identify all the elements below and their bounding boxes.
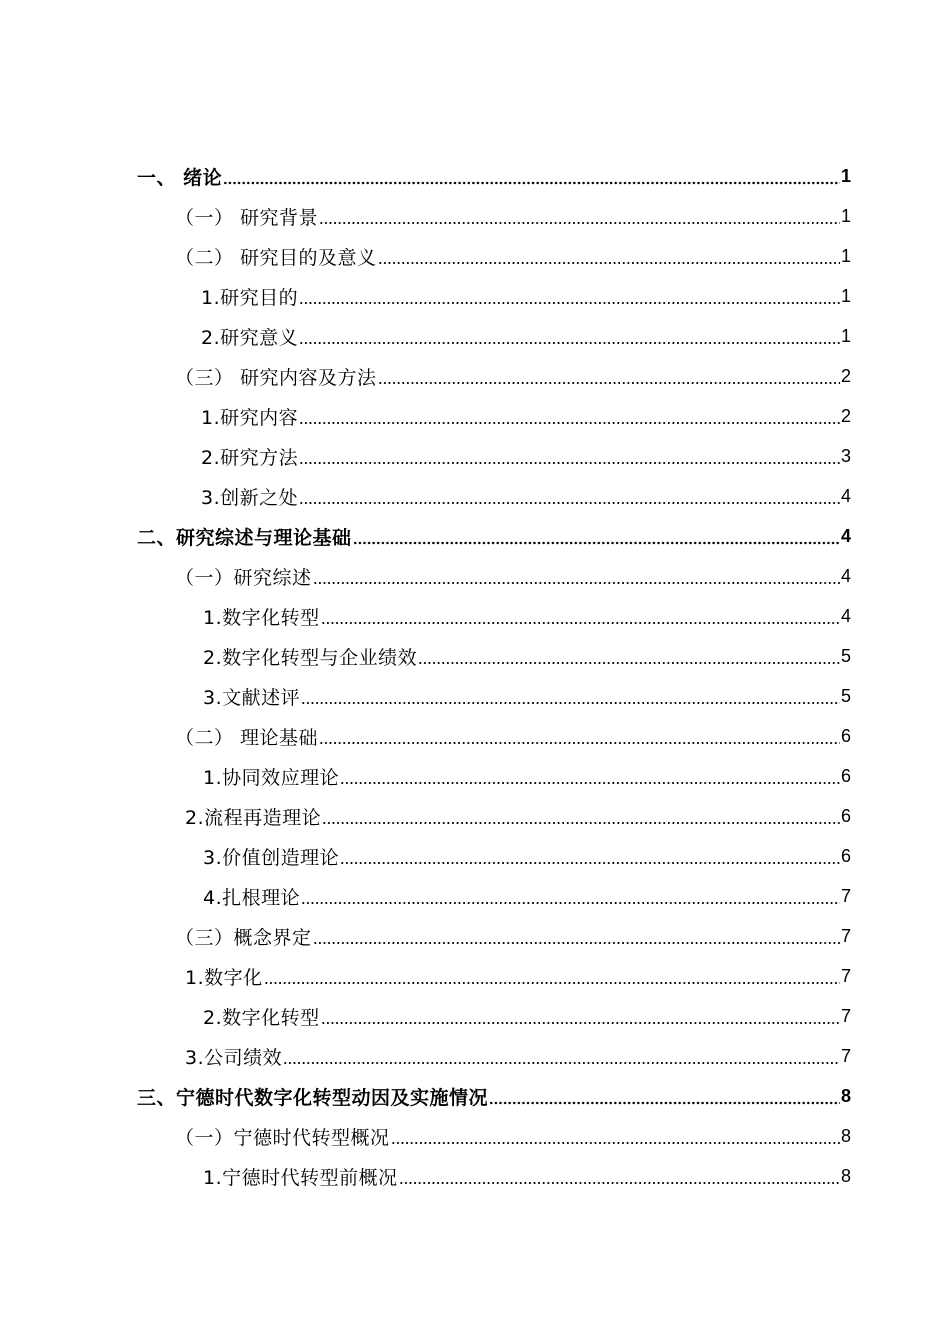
toc-entry-page-number: 1 — [840, 325, 851, 346]
toc-entry[interactable] — [0, 796, 950, 836]
toc-dot-leader — [378, 249, 840, 269]
toc-entry-page-number: 7 — [840, 965, 851, 986]
toc-entry-label: （一）宁德时代转型概况 — [175, 1126, 390, 1149]
toc-entry[interactable] — [0, 716, 950, 756]
toc-entry[interactable] — [0, 196, 950, 236]
toc-entry-label: 2.流程再造理论 — [185, 806, 322, 829]
toc-entry-page-number: 7 — [840, 925, 851, 946]
toc-entry-page-number: 1 — [840, 165, 851, 186]
toc-entry-label: 3.价值创造理论 — [203, 846, 340, 869]
toc-entry[interactable] — [0, 236, 950, 276]
toc-entry-page-number: 7 — [840, 1005, 851, 1026]
toc-entry-page-number: 6 — [840, 725, 851, 746]
toc-entry-label: 二、研究综述与理论基础 — [137, 526, 352, 549]
toc-entry-label: （一）研究综述 — [175, 566, 312, 589]
toc-entry-label: （三） 研究内容及方法 — [175, 366, 377, 389]
toc-entry-page-number: 8 — [840, 1085, 851, 1106]
toc-dot-leader — [322, 809, 840, 829]
toc-entry-label: 3.公司绩效 — [185, 1046, 283, 1069]
toc-dot-leader — [299, 409, 840, 429]
toc-entry-page-number: 8 — [840, 1165, 851, 1186]
toc-entry-label: 一、 绪论 — [137, 166, 223, 189]
toc-entry-page-number: 4 — [840, 565, 851, 586]
toc-dot-leader — [313, 929, 840, 949]
toc-dot-leader — [319, 729, 840, 749]
toc-dot-leader — [283, 1049, 840, 1069]
toc-entry-page-number: 2 — [840, 405, 851, 426]
toc-dot-leader — [299, 329, 840, 349]
toc-entry[interactable] — [0, 916, 950, 956]
toc-entry-label: 1.宁德时代转型前概况 — [203, 1166, 398, 1189]
toc-entry[interactable] — [0, 1076, 950, 1116]
toc-entry[interactable] — [0, 436, 950, 476]
toc-dot-leader — [321, 1009, 840, 1029]
toc-dot-leader — [321, 609, 840, 629]
toc-dot-leader — [299, 489, 840, 509]
toc-entry-page-number: 4 — [840, 485, 851, 506]
toc-entry-label: 1.研究内容 — [201, 406, 299, 429]
toc-entry-page-number: 1 — [840, 285, 851, 306]
toc-entry-page-number: 3 — [840, 445, 851, 466]
toc-entry[interactable] — [0, 276, 950, 316]
toc-entry-page-number: 6 — [840, 845, 851, 866]
toc-entry-label: （一） 研究背景 — [175, 206, 319, 229]
toc-entry-label: 3.创新之处 — [201, 486, 299, 509]
toc-dot-leader — [299, 289, 840, 309]
toc-entry-page-number: 4 — [840, 605, 851, 626]
toc-dot-leader — [301, 889, 840, 909]
toc-entry-page-number: 2 — [840, 365, 851, 386]
toc-entry[interactable] — [0, 156, 950, 196]
toc-dot-leader — [399, 1169, 840, 1189]
toc-entry[interactable] — [0, 556, 950, 596]
toc-entry[interactable] — [0, 636, 950, 676]
toc-entry[interactable] — [0, 1036, 950, 1076]
toc-entry[interactable] — [0, 836, 950, 876]
toc-entry-label: 1.数字化转型 — [203, 606, 320, 629]
toc-dot-leader — [264, 969, 840, 989]
toc-dot-leader — [391, 1129, 840, 1149]
toc-entry-page-number: 7 — [840, 1045, 851, 1066]
toc-dot-leader — [340, 769, 840, 789]
toc-entry-label: 1.协同效应理论 — [203, 766, 340, 789]
toc-entry[interactable] — [0, 996, 950, 1036]
toc-dot-leader — [319, 209, 840, 229]
toc-entry-label: 2.研究方法 — [201, 446, 299, 469]
toc-entry[interactable] — [0, 676, 950, 716]
toc-entry-page-number: 1 — [840, 205, 851, 226]
toc-entry-page-number: 1 — [840, 245, 851, 266]
toc-dot-leader — [340, 849, 840, 869]
table-of-contents — [0, 156, 950, 1196]
toc-dot-leader — [418, 649, 840, 669]
toc-entry-label: 3.文献述评 — [203, 686, 301, 709]
toc-entry-page-number: 6 — [840, 805, 851, 826]
toc-dot-leader — [301, 689, 840, 709]
toc-entry-label: 2.数字化转型 — [203, 1006, 320, 1029]
toc-dot-leader — [223, 169, 840, 189]
toc-entry[interactable] — [0, 756, 950, 796]
toc-entry-label: （二） 研究目的及意义 — [175, 246, 377, 269]
toc-entry-page-number: 5 — [840, 685, 851, 706]
toc-dot-leader — [353, 529, 840, 549]
toc-entry-label: 三、宁德时代数字化转型动因及实施情况 — [137, 1086, 489, 1109]
toc-entry-page-number: 6 — [840, 765, 851, 786]
toc-entry[interactable] — [0, 396, 950, 436]
toc-entry-label: （二） 理论基础 — [175, 726, 319, 749]
toc-entry-label: 4.扎根理论 — [203, 886, 301, 909]
toc-dot-leader — [378, 369, 840, 389]
toc-entry[interactable] — [0, 1116, 950, 1156]
toc-entry[interactable] — [0, 356, 950, 396]
toc-entry[interactable] — [0, 1156, 950, 1196]
toc-entry[interactable] — [0, 316, 950, 356]
toc-entry-label: （三）概念界定 — [175, 926, 312, 949]
toc-entry[interactable] — [0, 476, 950, 516]
toc-entry-page-number: 7 — [840, 885, 851, 906]
toc-entry-label: 2.数字化转型与企业绩效 — [203, 646, 418, 669]
toc-entry[interactable] — [0, 956, 950, 996]
toc-entry-label: 2.研究意义 — [201, 326, 299, 349]
toc-entry[interactable] — [0, 876, 950, 916]
toc-entry-page-number: 8 — [840, 1125, 851, 1146]
toc-entry-label: 1.研究目的 — [201, 286, 299, 309]
toc-entry[interactable] — [0, 516, 950, 556]
toc-dot-leader — [313, 569, 840, 589]
toc-dot-leader — [299, 449, 840, 469]
toc-entry[interactable] — [0, 596, 950, 636]
toc-entry-label: 1.数字化 — [185, 966, 263, 989]
toc-entry-page-number: 5 — [840, 645, 851, 666]
toc-entry-page-number: 4 — [840, 525, 851, 546]
toc-dot-leader — [489, 1089, 840, 1109]
